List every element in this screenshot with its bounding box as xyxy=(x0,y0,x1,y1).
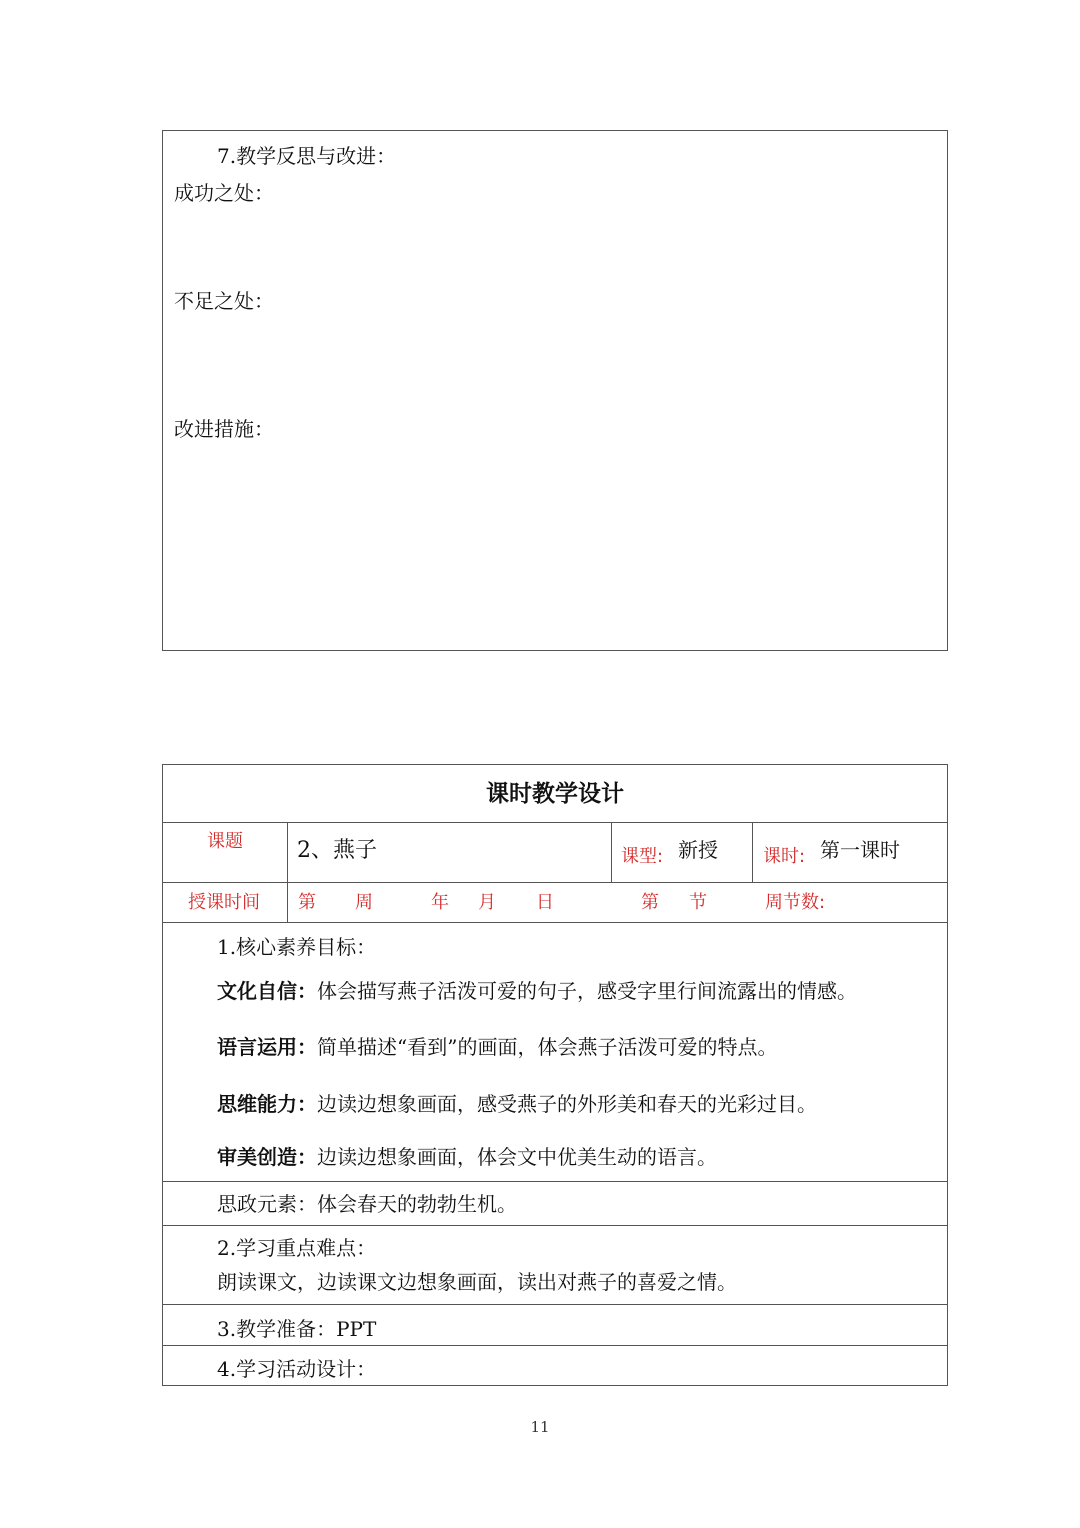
ideology-text: 思政元素：体会春天的勃勃生机。 xyxy=(217,1192,517,1216)
goal-text: 体会描写燕子活泼可爱的句子，感受字里行间流露出的情感。 xyxy=(317,979,857,1003)
row-divider xyxy=(162,1225,948,1226)
time-label: 授课时间 xyxy=(188,892,260,913)
goal-label: 语言运用： xyxy=(217,1035,317,1059)
prep-value: PPT xyxy=(336,1317,377,1341)
goal-item xyxy=(217,1147,717,1167)
row-divider xyxy=(162,922,948,923)
goal-label: 思维能力： xyxy=(217,1092,317,1116)
improvement-label: 改进措施： xyxy=(174,417,274,441)
week-label: 第 xyxy=(298,892,316,913)
activity-heading: 4.学习活动设计： xyxy=(217,1357,377,1381)
row-divider xyxy=(162,1304,948,1305)
col-divider xyxy=(752,822,753,882)
type-value: 新授 xyxy=(678,838,718,862)
key-text: 朗读课文，边读课文边想象画面，读出对燕子的喜爱之情。 xyxy=(217,1270,737,1294)
goal-text: 边读边想象画面，感受燕子的外形美和春天的光彩过目。 xyxy=(317,1092,817,1116)
goals-heading: 1.核心素养目标： xyxy=(217,935,377,959)
success-label: 成功之处： xyxy=(174,181,274,205)
day-unit: 日 xyxy=(536,892,554,913)
goal-item xyxy=(217,1094,817,1114)
goal-item xyxy=(217,1037,777,1057)
goal-label: 文化自信： xyxy=(217,979,317,1003)
col-divider xyxy=(287,822,288,922)
row-divider xyxy=(162,822,948,823)
prep-row xyxy=(217,1319,376,1339)
week-section-label: 周节数: xyxy=(765,892,826,913)
row-divider xyxy=(162,1345,948,1346)
row-divider xyxy=(162,882,948,883)
row-divider xyxy=(162,1181,948,1182)
design-title: 课时教学设计 xyxy=(486,780,624,807)
col-divider xyxy=(611,822,612,882)
section-prefix: 第 xyxy=(641,892,659,913)
week-unit: 周 xyxy=(355,892,373,913)
type-label: 课型: xyxy=(621,846,664,867)
shortcoming-label: 不足之处： xyxy=(174,289,274,313)
period-label: 课时: xyxy=(763,846,806,867)
period-value: 第一课时 xyxy=(820,838,900,862)
section-unit: 节 xyxy=(689,892,707,913)
year-unit: 年 xyxy=(431,892,449,913)
topic-label: 课题 xyxy=(207,831,243,852)
topic-value: 2、燕子 xyxy=(297,838,377,863)
prep-label: 3.教学准备： xyxy=(217,1317,337,1341)
reflection-box xyxy=(162,130,948,651)
goal-text: 简单描述“看到”的画面，体会燕子活泼可爱的特点。 xyxy=(317,1035,778,1059)
reflection-heading: 7.教学反思与改进： xyxy=(217,144,397,168)
goal-item xyxy=(217,981,857,1001)
month-unit: 月 xyxy=(478,892,496,913)
page-number: 11 xyxy=(530,1418,550,1436)
key-heading: 2.学习重点难点： xyxy=(217,1236,377,1260)
goal-label: 审美创造： xyxy=(217,1145,317,1169)
goal-text: 边读边想象画面，体会文中优美生动的语言。 xyxy=(317,1145,717,1169)
